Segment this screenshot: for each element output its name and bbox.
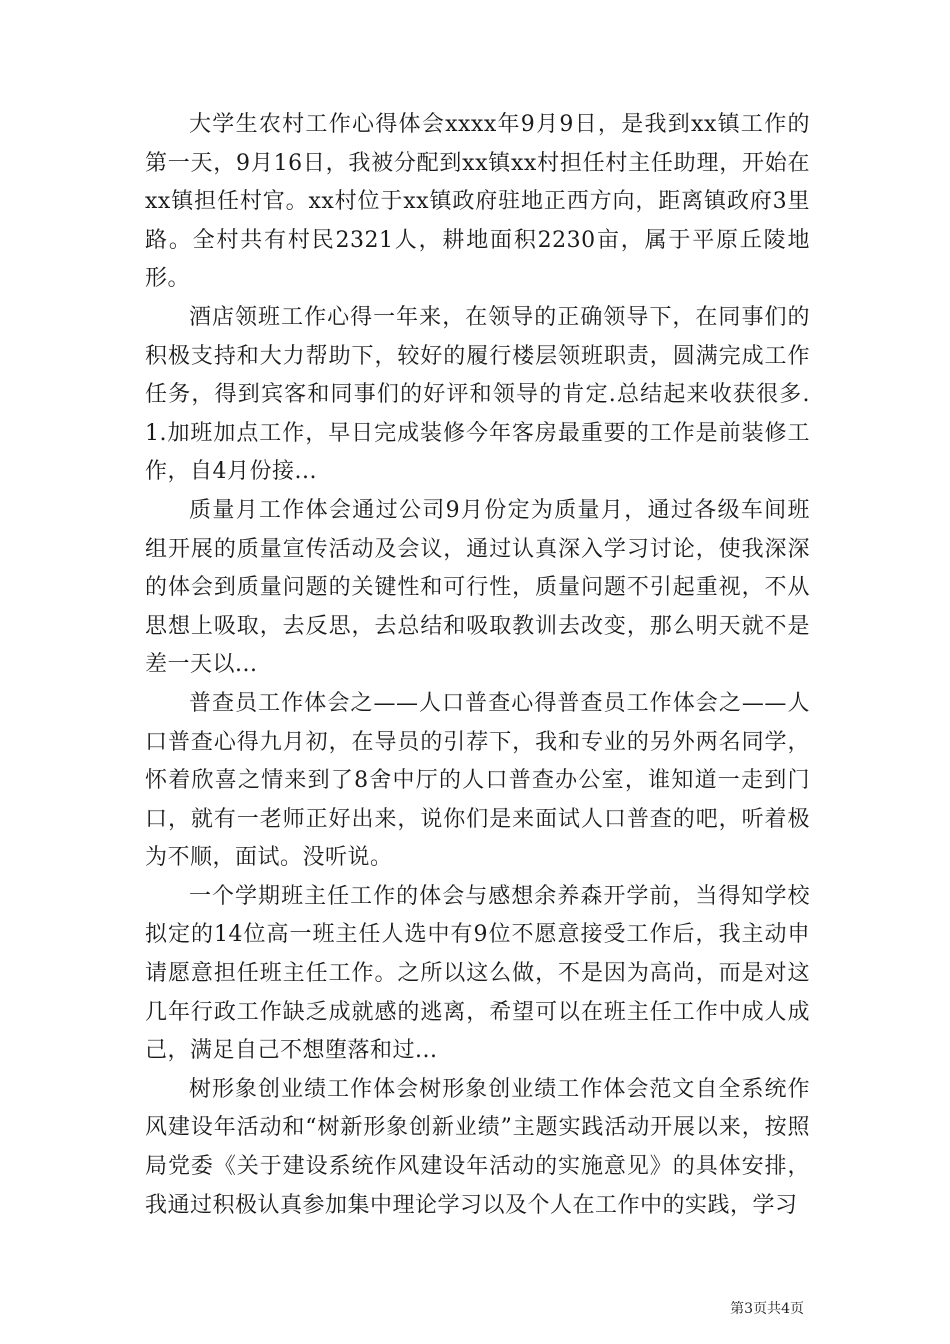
paragraph-image-performance: 树形象创业绩工作体会树形象创业绩工作体会范文自全系统作风建设年活动和“树新形象创新业绩”主题实践活动开展以来，按照局党委《关于建设系统作风建设年活动的实施意见》的具体安排，我通过积极认真参加集中理论学习以及个人在工作中的实践，学习: [145, 1076, 810, 1218]
paragraph-hotel-supervisor: 酒店领班工作心得一年来，在领导的正确领导下，在同事们的积极支持和大力帮助下，较好的履行楼层领班职责，圆满完成工作任务，得到宾客和同事们的好评和领导的肯定.总结起来收获很多.1.加班加点工作，早日完成装修今年客房最重要的工作是前装修工作，自4月份接...: [145, 304, 810, 485]
paragraph-class-teacher: 一个学期班主任工作的体会与感想余养森开学前，当得知学校拟定的14位高一班主任人选中有9位不愿意接受工作后，我主动申请愿意担任班主任工作。之所以这么做，不是因为高尚，而是对这几年行政工作缺乏成就感的逃离，希望可以在班主任工作中成人成己，满足自己不想堕落和过...: [145, 883, 810, 1064]
paragraph-rural-work: 大学生农村工作心得体会xxxx年9月9日，是我到xx镇工作的第一天，9月16日，我被分配到xx镇xx村担任村主任助理，开始在xx镇担任村官。xx村位于xx镇政府驻地正西方向，距离镇政府3里路。全村共有村民2321人，耕地面积2230亩，属于平原丘陵地形。: [145, 112, 810, 292]
document-body: [145, 106, 810, 1225]
paragraph-quality-month: 质量月工作体会通过公司9月份定为质量月，通过各级车间班组开展的质量宣传活动及会议，通过认真深入学习讨论，使我深深的体会到质量问题的关键性和可行性，质量问题不引起重视，不从思想上吸取，去反思，去总结和吸取教训去改变，那么明天就不是差一天以...: [145, 497, 810, 678]
paragraph-census-worker: 普查员工作体会之——人口普查心得普查员工作体会之——人口普查心得九月初，在导员的引荐下，我和专业的另外两名同学，怀着欣喜之情来到了8舍中厅的人口普查办公室，谁知道一走到门口，就有一老师正好出来，说你们是来面试人口普查的吧，听着极为不顺，面试。没听说。: [145, 690, 810, 871]
page-number: 第3页共4页: [730, 1301, 804, 1317]
